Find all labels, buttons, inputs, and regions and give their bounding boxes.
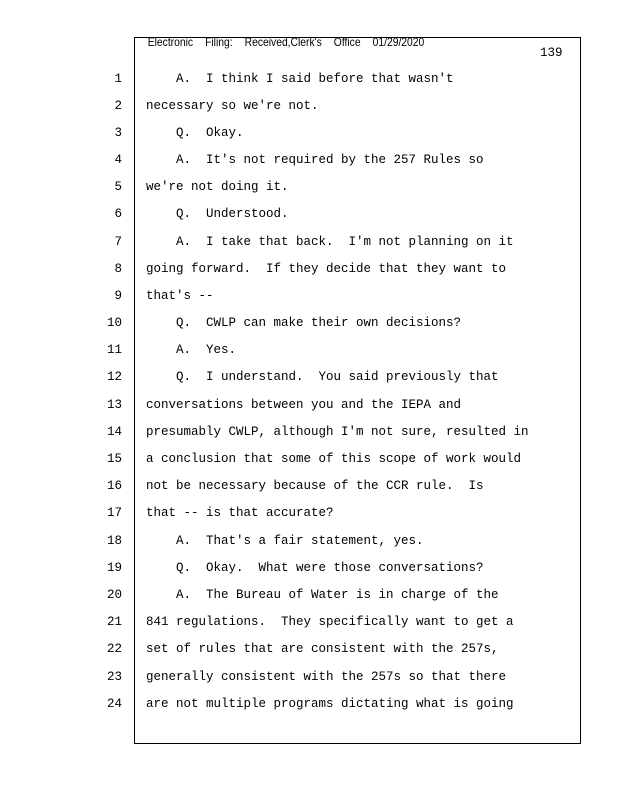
line-number: 9 bbox=[114, 289, 122, 303]
line-text: Q. Okay. bbox=[146, 126, 244, 140]
line-text: A. The Bureau of Water is in charge of the bbox=[146, 588, 499, 602]
line-text: we're not doing it. bbox=[146, 180, 289, 194]
line-text: Q. Okay. What were those conversations? bbox=[146, 561, 484, 575]
line-number: 8 bbox=[114, 262, 122, 276]
line-number: 4 bbox=[114, 153, 122, 167]
line-text: generally consistent with the 257s so that there bbox=[146, 670, 507, 684]
line-number: 13 bbox=[106, 398, 122, 412]
line-text: Q. I understand. You said previously that bbox=[146, 370, 499, 384]
line-number: 19 bbox=[106, 561, 122, 575]
header-office: Office bbox=[333, 35, 361, 49]
line-number: 21 bbox=[106, 615, 122, 629]
line-number: 17 bbox=[106, 506, 122, 520]
line-text: A. That's a fair statement, yes. bbox=[146, 534, 424, 548]
line-number: 15 bbox=[106, 452, 122, 466]
line-number: 2 bbox=[114, 99, 122, 113]
page-number: 139 bbox=[540, 46, 563, 60]
line-text: A. I think I said before that wasn't bbox=[146, 72, 454, 86]
header-electronic: Electronic bbox=[147, 35, 194, 49]
line-number: 22 bbox=[106, 642, 122, 656]
line-text: not be necessary because of the CCR rule. Is bbox=[146, 479, 484, 493]
line-text: A. I take that back. I'm not planning on it bbox=[146, 235, 514, 249]
line-number: 23 bbox=[106, 670, 122, 684]
line-number: 18 bbox=[106, 534, 122, 548]
line-text: presumably CWLP, although I'm not sure, resulted in bbox=[146, 425, 529, 439]
line-number: 1 bbox=[114, 72, 122, 86]
line-text: set of rules that are consistent with the 257s, bbox=[146, 642, 499, 656]
line-text: Q. Understood. bbox=[146, 207, 289, 221]
line-text: A. It's not required by the 257 Rules so bbox=[146, 153, 484, 167]
line-number: 20 bbox=[106, 588, 122, 602]
line-number: 14 bbox=[106, 425, 122, 439]
line-number: 7 bbox=[114, 235, 122, 249]
line-text: that's -- bbox=[146, 289, 214, 303]
line-number: 6 bbox=[114, 207, 122, 221]
header-filing: Filing: bbox=[205, 35, 233, 49]
line-text: that -- is that accurate? bbox=[146, 506, 334, 520]
line-number: 3 bbox=[114, 126, 122, 140]
line-number: 5 bbox=[114, 180, 122, 194]
line-text: necessary so we're not. bbox=[146, 99, 319, 113]
line-text: going forward. If they decide that they want to bbox=[146, 262, 507, 276]
line-number: 11 bbox=[106, 343, 122, 357]
line-text: A. Yes. bbox=[146, 343, 237, 357]
line-number: 10 bbox=[106, 316, 122, 330]
header-date: 01/29/2020 bbox=[372, 35, 425, 49]
line-number: 12 bbox=[106, 370, 122, 384]
line-text: a conclusion that some of this scope of work would bbox=[146, 452, 522, 466]
transcript-page-border bbox=[134, 37, 581, 744]
header-received: Received,Clerk's bbox=[244, 35, 322, 49]
line-text: Q. CWLP can make their own decisions? bbox=[146, 316, 462, 330]
line-number: 16 bbox=[106, 479, 122, 493]
line-text: 841 regulations. They specifically want to get a bbox=[146, 615, 514, 629]
line-text: are not multiple programs dictating what is going bbox=[146, 697, 514, 711]
line-number: 24 bbox=[106, 697, 122, 711]
line-text: conversations between you and the IEPA and bbox=[146, 398, 462, 412]
